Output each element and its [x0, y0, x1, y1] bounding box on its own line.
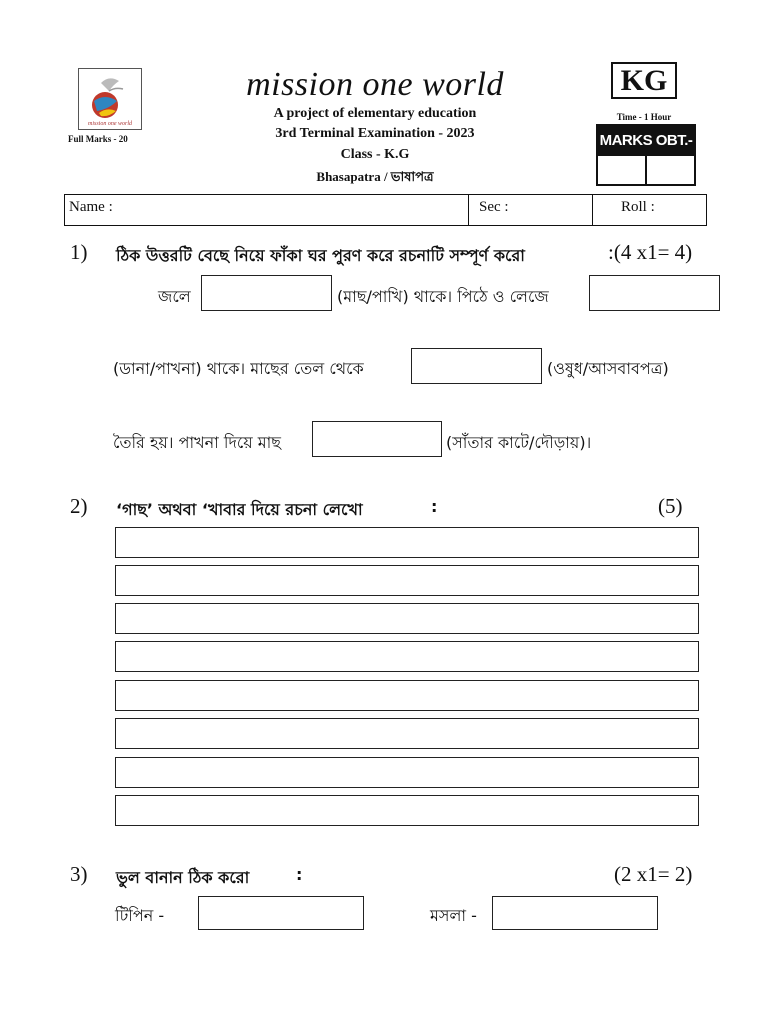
q3-number: 3): [70, 862, 88, 886]
marks-obtained-label: MARKS OBT.-: [598, 126, 694, 156]
time-label: Time - 1 Hour: [616, 112, 672, 122]
full-marks: Full Marks - 20: [68, 134, 128, 144]
q1-line3-start: তৈরি হয়। পাখনা দিয়ে মাছ: [113, 433, 282, 452]
answer-line[interactable]: [115, 680, 699, 711]
q1-number: 1): [70, 240, 88, 264]
section-field[interactable]: Sec :: [469, 195, 593, 225]
q2-number: 2): [70, 494, 88, 518]
q3-word-1: টিপিন -: [115, 906, 165, 925]
project-line: A project of elementary education: [273, 106, 477, 121]
q3-marks: (2 x1= 2): [614, 862, 693, 886]
answer-line[interactable]: [115, 757, 699, 788]
q1-line3-end: (সাঁতার কাটে/দৌড়ায়)।: [446, 433, 592, 452]
marks-cell[interactable]: [647, 156, 694, 184]
exam-line: 3rd Terminal Examination - 2023: [275, 126, 475, 141]
q1-blank-2[interactable]: [589, 275, 720, 311]
answer-line[interactable]: [115, 795, 699, 826]
marks-obtained-box: [596, 124, 696, 186]
q1-blank-3[interactable]: [411, 348, 542, 384]
q2-marks: (5): [658, 494, 683, 518]
answer-line[interactable]: [115, 603, 699, 634]
subject-line: Bhasapatra / ভাষাপত্র: [316, 169, 434, 184]
q2-text: ‘গাছ’ অথবা ‘খাবার দিয়ে রচনা লেখো: [116, 500, 363, 519]
class-line: Class - K.G: [340, 147, 410, 162]
q3-answer-2[interactable]: [492, 896, 658, 930]
kg-badge: KG: [611, 62, 677, 99]
svg-text:mission one world: mission one world: [87, 121, 133, 127]
q1-blank-4[interactable]: [312, 421, 442, 457]
q1-text: ঠিক উত্তরটি বেছে নিয়ে ফাঁকা ঘর পুরণ করে রচনাটি সম্পূর্ণ করো: [116, 246, 525, 265]
q1-line1-mid: (মাছ/পাখি) থাকে। পিঠে ও লেজে: [337, 287, 549, 306]
q2-colon: :: [431, 497, 438, 516]
globe-dove-icon: [79, 69, 141, 129]
q1-marks: :(4 x1= 4): [608, 240, 693, 264]
q1-blank-1[interactable]: [201, 275, 332, 311]
q3-text: ভুল বানান ঠিক করো: [116, 868, 250, 887]
name-field[interactable]: Name :: [65, 195, 469, 225]
answer-line[interactable]: [115, 641, 699, 672]
q3-word-2: মসলা -: [430, 906, 477, 925]
answer-line[interactable]: [115, 718, 699, 749]
roll-field[interactable]: Roll :: [621, 199, 655, 215]
q1-line1-start: জলে: [158, 287, 191, 306]
q1-line2-start: (ডানা/পাখনা) থাকে। মাছের তেল থেকে: [113, 359, 364, 378]
answer-line[interactable]: [115, 527, 699, 558]
q3-colon: :: [296, 865, 303, 884]
marks-cell[interactable]: [598, 156, 647, 184]
logo: [78, 68, 142, 130]
q1-line2-end: (ওষুধ/আসবাবপত্র): [547, 359, 669, 378]
answer-line[interactable]: [115, 565, 699, 596]
brand-title: mission one world: [246, 66, 504, 103]
student-info-row: [64, 194, 707, 226]
q3-answer-1[interactable]: [198, 896, 364, 930]
